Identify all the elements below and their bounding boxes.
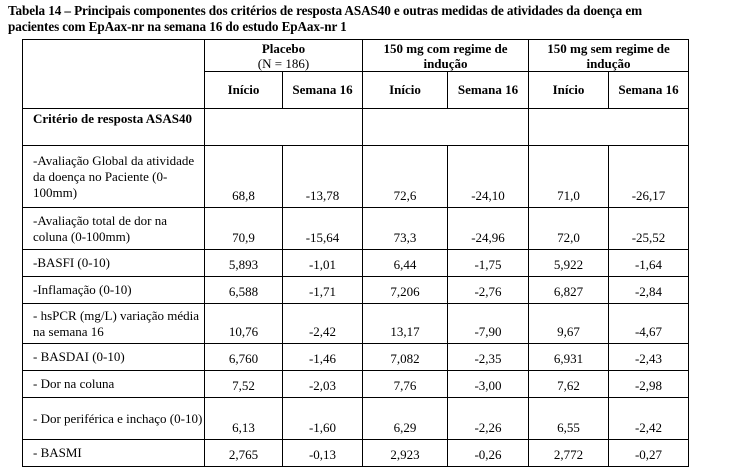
group-header-row [23,40,689,72]
cell-value: -1,46 [283,344,363,371]
cell-value: 2,923 [363,440,448,467]
empty-cell [205,109,363,146]
table-row [23,344,689,371]
subheader-cell: Semana 16 [609,72,689,109]
row-label: -Inflamação (0-10) [23,277,205,304]
cell-value: -0,26 [448,440,529,467]
cell-value: -4,67 [609,304,689,344]
row-label: - BASMI [23,440,205,467]
cell-value: -1,71 [283,277,363,304]
subheader-cell: Início [529,72,609,109]
cell-value: -1,60 [283,398,363,440]
row-label: - Dor periférica e inchaço (0-10) [23,398,205,440]
cell-value: -1,75 [448,250,529,277]
group-sub: indução [586,55,631,71]
cell-value: -2,43 [609,344,689,371]
cell-value: -2,03 [283,371,363,398]
cell-value: 2,765 [205,440,283,467]
row-label: - hsPCR (mg/L) variação média na semana 16 [23,304,205,344]
cell-value: 68,8 [205,146,283,208]
section-label: Critério de resposta ASAS40 [23,109,205,146]
cell-value: -25,52 [609,208,689,250]
cell-value: -0,27 [609,440,689,467]
group-header-150-com-inducao [363,40,529,72]
row-label: -Avaliação Global da atividade da doença no Paciente (0-100mm) [23,146,205,208]
caption-line-1: Tabela 14 – Principais componentes dos critérios de resposta ASAS40 e outras medidas de atividades da doença em [8,3,643,18]
cell-value: -1,01 [283,250,363,277]
cell-value: -0,13 [283,440,363,467]
group-sub: (N = 186) [257,55,310,71]
row-label: - Dor na coluna [23,371,205,398]
cell-value: 6,55 [529,398,609,440]
cell-value: 73,3 [363,208,448,250]
cell-value: 6,931 [529,344,609,371]
cell-value: -1,64 [609,250,689,277]
cell-value: 10,76 [205,304,283,344]
cell-value: 5,922 [529,250,609,277]
results-table [22,39,689,467]
group-sub: indução [423,55,468,71]
section-row [23,109,689,146]
subheader-cell: Início [205,72,283,109]
cell-value: 72,6 [363,146,448,208]
cell-value: 6,13 [205,398,283,440]
table-row [23,304,689,344]
cell-value: 7,52 [205,371,283,398]
table-row [23,250,689,277]
subheader-cell: Semana 16 [448,72,529,109]
cell-value: -26,17 [609,146,689,208]
cell-value: 6,760 [205,344,283,371]
cell-value: 70,9 [205,208,283,250]
subheader-cell: Início [363,72,448,109]
cell-value: 9,67 [529,304,609,344]
cell-value: 6,29 [363,398,448,440]
row-label: -BASFI (0-10) [23,250,205,277]
cell-value: 7,082 [363,344,448,371]
cell-value: 6,827 [529,277,609,304]
cell-value: -15,64 [283,208,363,250]
cell-value: 7,206 [363,277,448,304]
cell-value: 6,44 [363,250,448,277]
cell-value: -2,42 [609,398,689,440]
group-name: 150 mg sem regime de [547,40,670,56]
header-empty-cell [23,40,205,109]
group-name: Placebo [261,40,306,56]
cell-value: -3,00 [448,371,529,398]
row-label: - BASDAI (0-10) [23,344,205,371]
cell-value: -2,35 [448,344,529,371]
table-row [23,440,689,467]
cell-value: 6,588 [205,277,283,304]
table-row [23,277,689,304]
cell-value: 5,893 [205,250,283,277]
cell-value: 71,0 [529,146,609,208]
empty-cell [363,109,529,146]
empty-cell [529,109,689,146]
group-header-placebo [205,40,363,72]
table-caption [8,3,728,35]
cell-value: 2,772 [529,440,609,467]
table-row [23,398,689,440]
cell-value: 7,76 [363,371,448,398]
cell-value: -7,90 [448,304,529,344]
group-header-150-sem-inducao [529,40,689,72]
cell-value: 13,17 [363,304,448,344]
cell-value: -2,84 [609,277,689,304]
cell-value: 72,0 [529,208,609,250]
row-label: -Avaliação total de dor na coluna (0-100mm) [23,208,205,250]
table-row [23,208,689,250]
group-name: 150 mg com regime de [383,40,508,56]
cell-value: -13,78 [283,146,363,208]
subheader-cell: Semana 16 [283,72,363,109]
cell-value: -2,98 [609,371,689,398]
cell-value: 7,62 [529,371,609,398]
cell-value: -24,10 [448,146,529,208]
cell-value: -2,26 [448,398,529,440]
table-row [23,371,689,398]
cell-value: -24,96 [448,208,529,250]
cell-value: -2,76 [448,277,529,304]
caption-line-2: pacientes com EpAax-nr na semana 16 do estudo EpAax-nr 1 [8,19,347,34]
table-row [23,146,689,208]
cell-value: -2,42 [283,304,363,344]
